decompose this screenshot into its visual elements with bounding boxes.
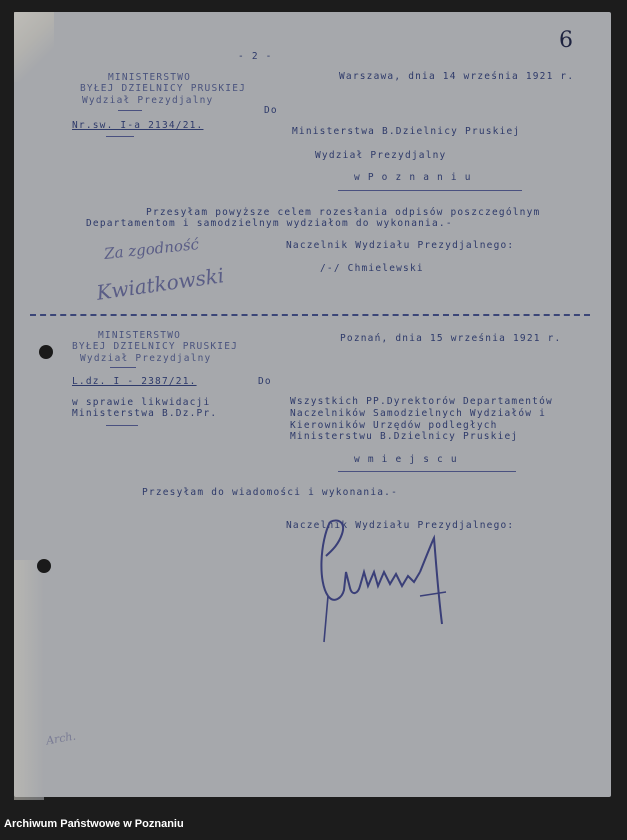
archive-footer bbox=[0, 812, 627, 840]
letter2-place-date: Poznań, dnia 15 września 1921 r. bbox=[340, 333, 562, 344]
letter2-recipient-line: w m i e j s c u bbox=[354, 454, 458, 465]
ink-signature bbox=[316, 512, 456, 652]
page-marker: - 2 - bbox=[238, 51, 273, 62]
divider bbox=[338, 471, 516, 472]
letter2-sender-line: BYŁEJ DZIELNICY PRUSKIEJ bbox=[72, 341, 239, 352]
letter1-sender-line: BYŁEJ DZIELNICY PRUSKIEJ bbox=[80, 83, 247, 94]
letter2-subject-line: w sprawie likwidacji bbox=[72, 397, 211, 408]
handwritten-certification: Za zgodność bbox=[103, 235, 200, 263]
letter2-subject-line: Ministerstwa B.Dz.Pr. bbox=[72, 408, 218, 419]
letter2-recipient-line: Kierowników Urzędów podległych bbox=[290, 420, 498, 431]
letter2-recipient-line: Wszystkich PP.Dyrektorów Departamentów bbox=[290, 396, 553, 407]
punch-hole bbox=[39, 345, 53, 359]
divider bbox=[110, 367, 136, 368]
paper-edge-wear bbox=[14, 560, 44, 800]
letter2-sign-title: Naczelnik Wydziału Prezydjalnego: bbox=[286, 520, 515, 531]
letter1-recipient-line: w P o z n a n i u bbox=[354, 172, 472, 183]
letter2-sender-line: MINISTERSTWO bbox=[98, 330, 182, 341]
paper-fold-corner bbox=[14, 12, 54, 82]
page-number: 6 bbox=[559, 28, 573, 53]
letter1-sender-line: Wydział Prezydjalny bbox=[82, 95, 214, 106]
letter1-do: Do bbox=[264, 105, 278, 116]
section-separator bbox=[30, 314, 590, 316]
letter1-sender-line: MINISTERSTWO bbox=[108, 72, 192, 83]
letter2-body: Przesyłam do wiadomości i wykonania.- bbox=[142, 487, 399, 498]
margin-note: Arch. bbox=[45, 729, 77, 748]
letter1-reference: Nr.sw. I-a 2134/21. bbox=[72, 120, 204, 131]
divider bbox=[106, 425, 138, 426]
letter2-reference: L.dz. I - 2387/21. bbox=[72, 376, 197, 387]
punch-hole bbox=[37, 559, 51, 573]
divider bbox=[338, 190, 522, 191]
handwritten-signature: Kwiatkowski bbox=[94, 263, 226, 305]
letter2-recipient-line: Ministerstwu B.Dzielnicy Pruskiej bbox=[290, 431, 519, 442]
letter1-body-line: Przesyłam powyższe celem rozesłania odpisów poszczególnym bbox=[146, 207, 541, 218]
letter2-sender-line: Wydział Prezydjalny bbox=[80, 353, 212, 364]
letter2-do: Do bbox=[258, 376, 272, 387]
letter1-body-line: Departamentom i samodzielnym wydziałom do wykonania.- bbox=[86, 218, 453, 229]
divider bbox=[106, 136, 134, 137]
letter2-recipient-line: Naczelników Samodzielnych Wydziałów i bbox=[290, 408, 547, 419]
divider bbox=[118, 110, 142, 111]
letter1-sign-name: /-/ Chmielewski bbox=[320, 263, 424, 274]
letter1-sign-title: Naczelnik Wydziału Prezydjalnego: bbox=[286, 240, 515, 251]
letter1-place-date: Warszawa, dnia 14 września 1921 r. bbox=[339, 71, 575, 82]
letter1-recipient-line: Wydział Prezydjalny bbox=[315, 150, 447, 161]
letter1-recipient-line: Ministerstwa B.Dzielnicy Pruskiej bbox=[292, 126, 521, 137]
archive-name: Archiwum Państwowe w Poznaniu bbox=[4, 818, 184, 830]
